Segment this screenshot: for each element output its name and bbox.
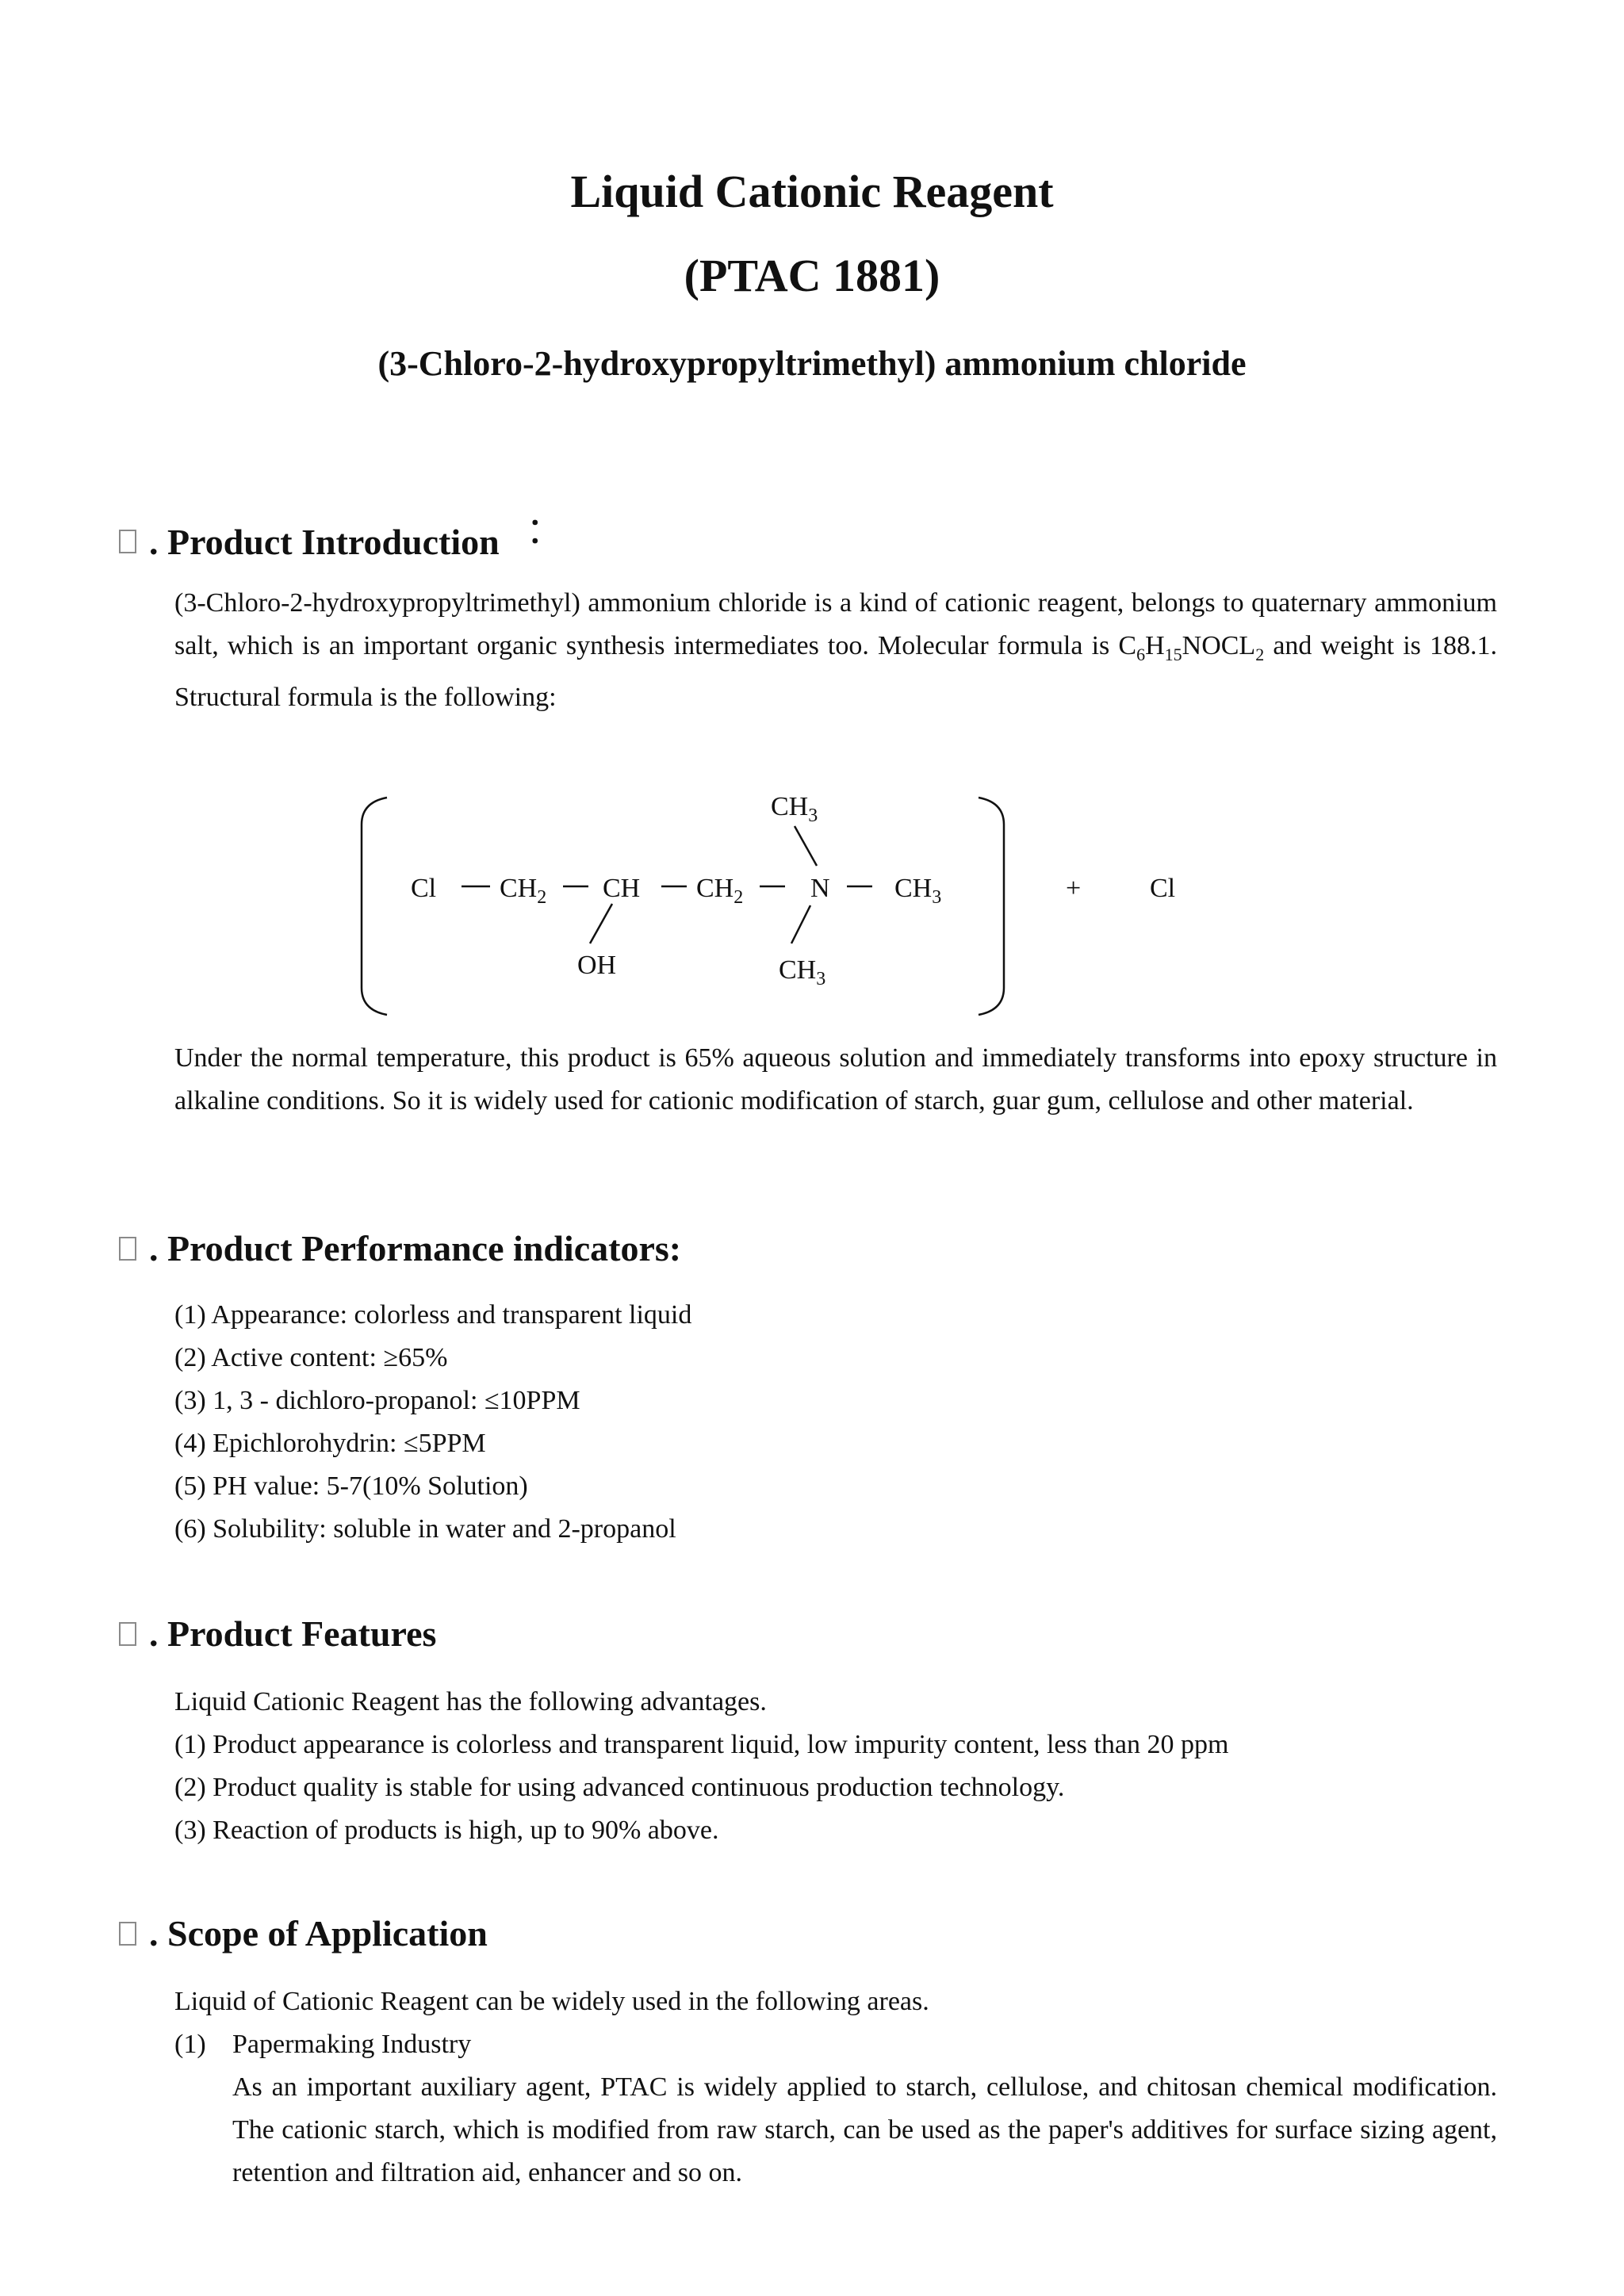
section-heading-text: . Product Features (149, 1613, 437, 1654)
list-item: (2) Product quality is stable for using advanced continuous production technology. (174, 1773, 1065, 1802)
chemical-name: (3-Chloro-2-hydroxypropyltrimethyl) ammonium chloride (377, 344, 1247, 383)
list-item: (6) Solubility: soluble in water and 2-propanol (174, 1514, 676, 1544)
methyl-right: $CH_3$ (894, 874, 942, 908)
chloride-ion: Cl (1150, 874, 1176, 903)
methine: CH (603, 874, 641, 903)
document-title: Liquid Cationic Reagent (570, 166, 1054, 217)
methylene-1: $CH_2$ (500, 874, 547, 908)
section-heading-features (119, 1613, 436, 1655)
section-heading-text: . Product Introduction (149, 521, 500, 562)
features-lead: Liquid Cationic Reagent has the following advantages. (174, 1687, 767, 1716)
heading-colon: ︰ (516, 513, 553, 553)
methylene-2: $CH_2$ (696, 874, 744, 908)
scope-lead: Liquid of Cationic Reagent can be widely used in the following areas. (174, 1987, 929, 2016)
intro-paragraph: (3-Chloro-2-hydroxypropyltrimethyl) ammonium chloride is a kind of cationic reagent, belongs to quaternary ammonium salt, which is an important organic synthesis intermediates too. Molecular formula is $C_6H_{15}NOCL_2$ and weight is 188.1. Structural formula is the following: (174, 588, 1498, 712)
indicator-list (174, 1294, 691, 1551)
list-item: (2) Active content: ≥65% (174, 1343, 448, 1372)
list-item: (4) Epichlorohydrin: ≤5PPM (174, 1429, 486, 1458)
bond-n-bottom (791, 905, 810, 943)
chloro-atom: Cl (411, 874, 437, 903)
intro-paragraph-2: Under the normal temperature, this product is 65% aqueous solution and immediately transforms into epoxy structure in alkaline conditions. So it is widely used for cationic modification of starch, guar gum, cellulose and other material. (174, 1043, 1497, 1115)
missing-glyph-icon (119, 1922, 136, 1946)
list-item: (5) PH value: 5-7(10% Solution) (174, 1471, 528, 1501)
section-heading-text: . Product Performance indicators: (149, 1228, 682, 1269)
bond-oh (590, 904, 612, 943)
scope-item-number: (1) (174, 2030, 206, 2059)
missing-glyph-icon (119, 1237, 136, 1261)
section-heading-indicators (119, 1227, 681, 1269)
methyl-bottom: $CH_3$ (779, 955, 826, 989)
list-item: (1) Product appearance is colorless and transparent liquid, low impurity content, less than 20 ppm (174, 1730, 1229, 1759)
molecular-formula: $C_6H_{15}NOCL_2$ (1118, 631, 1265, 664)
features-list (174, 1681, 1228, 1852)
section-heading-scope (119, 1912, 488, 1954)
left-bracket (362, 798, 387, 1015)
methyl-top: $CH_3$ (771, 792, 818, 826)
list-item: (1) Appearance: colorless and transparent liquid (174, 1300, 692, 1330)
bond-n-top (795, 826, 817, 866)
missing-glyph-icon (119, 1622, 136, 1646)
list-item: (3) 1, 3 - dichloro-propanol: ≤10PPM (174, 1386, 580, 1415)
list-item: (3) Reaction of products is high, up to 90% above. (174, 1816, 719, 1845)
nitrogen-atom: N (810, 874, 830, 903)
product-code: (PTAC 1881) (684, 250, 940, 301)
section-heading-text: . Scope of Application (149, 1913, 488, 1954)
scope-item-text: As an important auxiliary agent, PTAC is widely applied to starch, cellulose, and chitosan chemical modification. The cationic starch, which is modified from raw starch, can be used as the paper's additives for surface sizing agent, retention and filtration aid, enhancer and so on. (232, 2072, 1497, 2187)
right-bracket (979, 798, 1004, 1015)
scope-item-title: Papermaking Industry (232, 2030, 472, 2059)
plus-sign: + (1066, 874, 1082, 903)
hydroxyl-group: OH (577, 951, 617, 980)
